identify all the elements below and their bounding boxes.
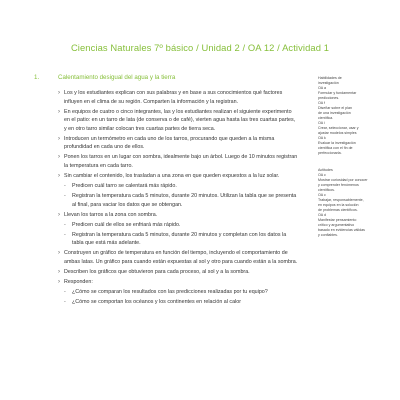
sidebar-skills: [318, 76, 390, 250]
page-header-title: Ciencias Naturales 7º básico / Unidad 2 / OA 12 / Actividad 1: [70, 42, 330, 53]
instruction-item: › Los y los estudiantes explican con sus palabras y en base a sus conocimientos qué factores influyen en el clima de su región. Comparten la información y la registran.: [58, 89, 298, 106]
instruction-subitem: - Registran la temperatura cada 5 minutos, durante 20 minutos y completan con los datos la tabla que está más adelante.: [58, 231, 298, 248]
instruction-subitem: - Predicen cuál tarro se calentará más rápido.: [58, 182, 298, 191]
instruction-item: › Ponen los tarros en un lugar con sombra, idealmente bajo un árbol. Luego de 10 minutos registran la temperatura en cada tarro.: [58, 153, 298, 170]
sidebar-line: perfeccionarla.: [318, 151, 342, 155]
sidebar-line: investigación: [318, 81, 339, 85]
instruction-subitem: - ¿Cómo se comparan los resultados con las predicciones realizadas por tu equipo?: [58, 288, 298, 297]
instruction-subitem: - Registran la temperatura cada 5 minutos, durante 20 minutos. Utilizan la tabla que se presenta al final, para vaciar los datos que se obtengan.: [58, 192, 298, 209]
instruction-item: › Responden:: [58, 278, 298, 287]
sidebar-line: crítico y argumentativo: [318, 223, 355, 227]
instruction-subitem: - Predicen cuál de ellos se enfriará más rápido.: [58, 221, 298, 230]
instruction-item: › Introducen un termómetro en cada uno de los tarros, procurando que queden a la misma profundidad en cada uno de ellos.: [58, 135, 298, 152]
sidebar-line: OA a: [318, 86, 326, 90]
instruction-item: › Llevan los tarros a la zona con sombra.: [58, 211, 298, 220]
sidebar-line: y confiables.: [318, 233, 338, 237]
sidebar-line: OA c: [318, 173, 326, 177]
instruction-subitem: - ¿Cómo se comportan los océanos y los continentes en relación al calor: [58, 298, 298, 307]
sidebar-line: OA c: [318, 193, 326, 197]
sidebar-line: OA k: [318, 136, 326, 140]
sidebar-line: Crear, seleccionar, usar y: [318, 126, 359, 130]
section-number: 1.: [34, 74, 40, 81]
sidebar-line: predicciones.: [318, 96, 340, 100]
instruction-item: › En equipos de cuatro o cinco integrantes, las y los estudiantes realizan el siguiente experimento en el patio: en un tarro de lata (de conserva o de café), vierten agua hasta las tres cuartas partes, y en otro tarro similar colocan tres cuartas partes de tierra seca.: [58, 108, 298, 134]
sidebar-line: en equipos en la solución: [318, 203, 359, 207]
section-heading: [34, 74, 175, 81]
sidebar-block: [318, 76, 390, 156]
sidebar-line: ajustar modelos simples: [318, 131, 357, 135]
instruction-item: › Construyen un gráfico de temperatura en función del tiempo, incluyendo el comportamiento de ambas latas. Un gráfico para cuando están expuestas al sol y otro para cuando están a la sombra.: [58, 249, 298, 266]
sidebar-line: Mostrar curiosidad por conocer: [318, 178, 368, 182]
sidebar-line: OA f: [318, 101, 325, 105]
instruction-item: › Describen los gráficos que obtuvieron para cada proceso, al sol y a la sombra.: [58, 268, 298, 277]
sidebar-line: de problemas científicos.: [318, 208, 358, 212]
sidebar-block: [318, 168, 390, 238]
sidebar-line: OA i: [318, 121, 325, 125]
sidebar-line: Habilidades de: [318, 76, 342, 80]
sidebar-line: y comprender fenómenos: [318, 183, 359, 187]
section-title: Calentamiento desigual del agua y la tierra: [58, 74, 176, 81]
sidebar-line: científicos.: [318, 188, 335, 192]
sidebar-line: Formular y fundamentar: [318, 91, 357, 95]
sidebar-line: Diseñar sobre el plan: [318, 106, 352, 110]
instruction-item: › Sin cambiar el contenido, los trasladan a una zona en que queden expuestos a la luz solar.: [58, 172, 298, 181]
sidebar-line: Actitudes: [318, 168, 333, 172]
sidebar-line: de una investigación: [318, 111, 351, 115]
activity-instructions: [58, 89, 298, 308]
sidebar-line: OA d: [318, 213, 326, 217]
sidebar-line: científica con el fin de: [318, 146, 353, 150]
sidebar-line: científica.: [318, 116, 334, 120]
sidebar-line: Manifestar pensamiento: [318, 218, 357, 222]
sidebar-line: basado en evidencias válidas: [318, 228, 365, 232]
sidebar-line: Trabajar, responsablemente,: [318, 198, 364, 202]
sidebar-line: Evaluar la investigación: [318, 141, 356, 145]
